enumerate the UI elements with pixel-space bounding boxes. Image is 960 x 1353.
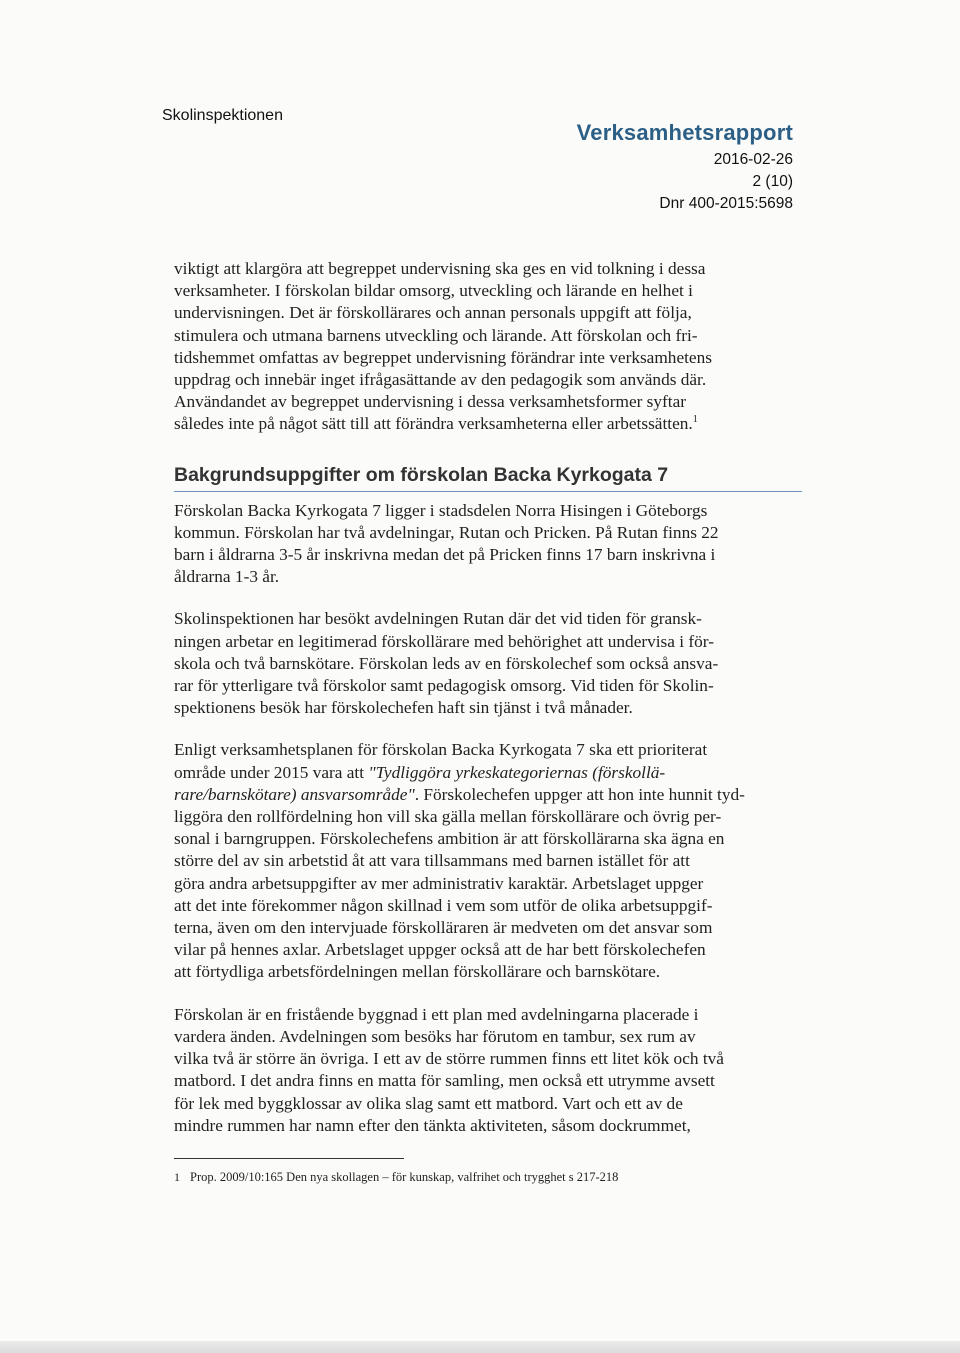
text-line: Enligt verksamhetsplanen för förskolan Backa Kyrkogata 7 ska ett prioriterat <box>174 740 708 760</box>
text-line: terna, även om den intervjuade förskolläraren är medveten om det ansvar som <box>174 918 713 938</box>
text-line: vardera änden. Avdelningen som besöks har förutom en tambur, sex rum av <box>174 1026 696 1046</box>
text-line <box>174 784 804 806</box>
text-line: att förtydliga arbetsfördelningen mellan förskollärare och barnskötare. <box>174 962 661 982</box>
text-line: tidshemmet omfattas av begreppet undervisning förändrar inte verksamhetens <box>174 347 712 367</box>
text-line: uppdrag och innebär inget ifrågasättande av den pedagogik som används där. <box>174 370 707 390</box>
text-line: Förskolan Backa Kyrkogata 7 ligger i stadsdelen Norra Hisingen i Göteborgs <box>174 500 708 520</box>
paragraph-intro <box>174 258 804 436</box>
text-line: verksamheter. I förskolan bildar omsorg, utveckling och lärande en helhet i <box>174 281 693 301</box>
report-title: Verksamhetsrapport <box>576 120 793 145</box>
text-line: att det inte förekommer någon skillnad i vem som utför de olika arbetsuppgif- <box>174 895 713 915</box>
paragraph-plan <box>174 739 804 983</box>
text-line-content: således inte på något sätt till att förändra verksamheterna eller arbetssätten. <box>174 414 693 434</box>
text-line: Skolinspektionen har besökt avdelningen Rutan där det vid tiden för gransk- <box>174 609 702 629</box>
footnote-reference: 1 <box>692 414 698 426</box>
text-line-content: område under 2015 vara att <box>174 762 369 782</box>
text-line <box>174 413 804 435</box>
text-line: liggöra den rollfördelning hon vill ska gälla mellan förskollärare och övrig per- <box>174 807 722 827</box>
page-number: 2 (10) <box>752 173 793 190</box>
text-line: vilka två är större än övriga. I ett av de större rummen finns ett litet kök och två <box>174 1049 724 1069</box>
text-line: mindre rummen har namn efter den tänkta aktiviteten, såsom dockrummet, <box>174 1115 691 1135</box>
text-line: undervisningen. Det är förskollärares och annan personals uppgift att följa, <box>174 303 692 323</box>
footnote-separator <box>174 1158 404 1159</box>
text-line: stimulera och utmana barnens utveckling och lärande. Att förskolan och fri- <box>174 325 698 345</box>
organization-name: Skolinspektionen <box>162 107 283 124</box>
footnote-number: 1 <box>174 1170 180 1184</box>
text-line: spektionens besök har förskolechefen haft sin tjänst i två månader. <box>174 698 633 718</box>
paragraph-visit <box>174 608 804 719</box>
text-line: för lek med byggklossar av olika slag samt ett matbord. Vart och ett av de <box>174 1093 683 1113</box>
paragraph-building <box>174 1004 804 1137</box>
text-line: ningen arbetar en legitimerad förskollärare med behörighet att undervisa i för- <box>174 631 714 651</box>
report-date: 2016-02-26 <box>713 151 793 168</box>
text-line: Användandet av begreppet undervisning i dessa verksamhetsformer syftar <box>174 392 687 412</box>
page-bottom-edge <box>0 1341 960 1353</box>
text-line: matbord. I det andra finns en matta för samling, men också ett utrymme avsett <box>174 1071 715 1091</box>
text-line: Förskolan är en fristående byggnad i ett plan med avdelningarna placerade i <box>174 1004 699 1024</box>
text-line-content: . Förskolechefen uppger att hon inte hunnit tyd- <box>414 784 745 804</box>
text-line: åldrarna 1-3 år. <box>174 567 280 587</box>
text-line: barn i åldrarna 3-5 år inskrivna medan det på Pricken finns 17 barn inskrivna i <box>174 545 716 565</box>
text-line: viktigt att klargöra att begreppet undervisning ska ges en vid tolkning i dessa <box>174 259 706 278</box>
text-line: sonal i barngruppen. Förskolechefens ambition är att förskollärarna ska ägna en <box>174 829 725 849</box>
quoted-goal: rare/barnskötare) ansvarsområde" <box>174 784 415 804</box>
text-line <box>174 762 804 784</box>
case-number: Dnr 400-2015:5698 <box>659 195 793 212</box>
paragraph-background <box>174 500 804 589</box>
document-body <box>174 258 804 1157</box>
document-header <box>577 120 793 215</box>
text-line: rar för ytterligare två förskolor samt pedagogisk omsorg. Vid tiden för Skolin- <box>174 676 714 696</box>
section-heading: Bakgrundsuppgifter om förskolan Backa Kyrkogata 7 <box>174 464 802 492</box>
footnote-text: Prop. 2009/10:165 Den nya skollagen – för kunskap, valfrihet och trygghet s 217-218 <box>190 1170 619 1184</box>
text-line: skola och två barnskötare. Förskolan leds av en förskolechef som också ansva- <box>174 653 719 673</box>
quoted-goal: "Tydliggöra yrkeskategoriernas (förskollä- <box>368 762 666 782</box>
footnote <box>174 1170 618 1185</box>
text-line: kommun. Förskolan har två avdelningar, Rutan och Pricken. På Rutan finns 22 <box>174 522 719 542</box>
text-line: vilar på hennes axlar. Arbetslaget uppger också att de har bett förskolechefen <box>174 940 706 960</box>
text-line: göra andra arbetsuppgifter av mer administrativ karaktär. Arbetslaget uppger <box>174 873 704 893</box>
text-line: större del av sin arbetstid åt att vara tillsammans med barnen istället för att <box>174 851 690 871</box>
